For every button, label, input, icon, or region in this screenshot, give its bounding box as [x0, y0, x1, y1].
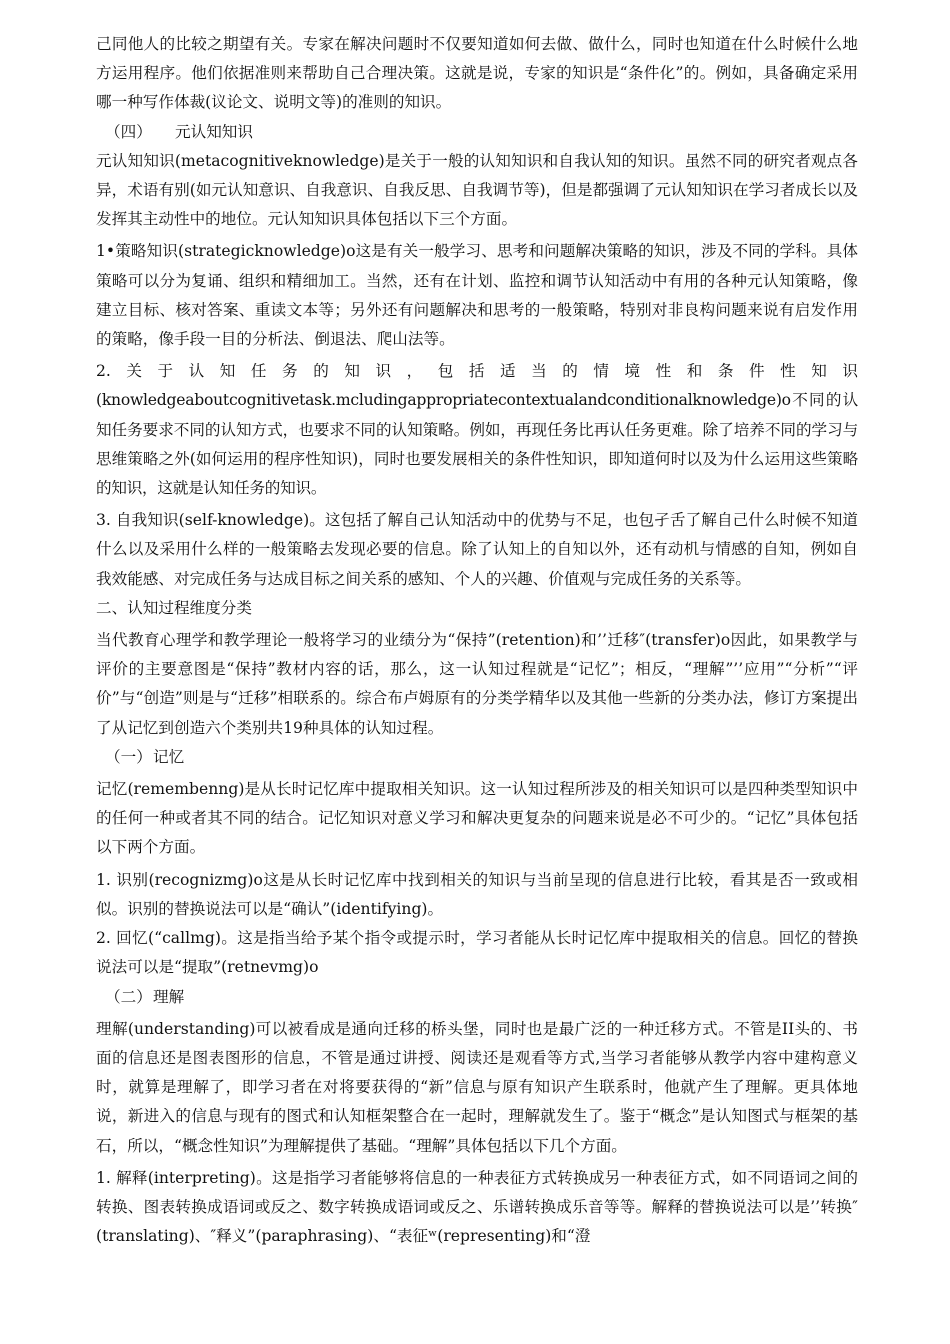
paragraph-remember-intro: 记忆(remembenng)是从长时记忆库中提取相关知识。这一认知过程所涉及的相关知识可以是四种类型知识中的任何一种或者其不同的结合。记忆知识对意义学习和解决更复杂的问题来说是必不可少的。“记忆”具体包括以下两个方面。 — [96, 780, 858, 857]
paragraph-interpreting: 1. 解释(interpreting)。这是指学习者能够将信息的一种表征方式转换成另一种表征方式，如不同语词之间的转换、图表转换成语词或反之、数字转换成语词或反之、乐谱转换成乐音等等。解释的替换说法可以是’’转换″(translating)、″释义”(paraphrasing)、“表征ʷ(representing)和“澄 — [96, 1168, 858, 1246]
paragraph-metacognitive-intro: 元认知知识(metacognitiveknowledge)是关于一般的认知知识和自我认知的知识。虽然不同的研究者观点各异，术语有别(如元认知意识、自我意识、自我反思、自我调节等)，但是都强调了元认知知识在学习者成长以及发挥其主动性中的地位。元认知知识具体包括以下三个方面。 — [96, 151, 858, 229]
heading-number: （一） — [105, 747, 152, 766]
heading-understand — [96, 983, 858, 1012]
paragraph-expert-knowledge: 己同他人的比较之期望有关。专家在解决问题时不仅要知道如何去做、做什么，同时也知道在什么时候什么地方运用程序。他们依据准则来帮助自己合理决策。这就是说，专家的知识是“条件化”的。例如，具备确定采用哪一种写作体裁(议论文、说明文等)的准则的知识。 — [96, 35, 858, 112]
paragraph-recognizing: 1. 识别(recognizmg)o这是从长时记忆库中找到相关的知识与当前呈现的信息进行比较，看其是否一致或相似。识别的替换说法可以是“确认”(identifying)。 — [96, 870, 858, 918]
heading-number: （四） — [105, 122, 152, 141]
section-heading-cognitive-process: 二、认知过程维度分类 — [96, 598, 252, 617]
paragraph-self-knowledge: 3. 自我知识(self-knowledge)。这包括了解自己认知活动中的优势与不足，也包孑舌了解自己什么时候不知道什么以及采用什么样的一般策略去发现必要的信息。除了认知上的自知以外，还有动机与情感的自知，例如自我效能感、对完成任务与达成目标之间关系的感知、个人的兴趣、价值观与完成任务的关系等。 — [96, 511, 858, 588]
document-page — [96, 30, 858, 1251]
paragraph-understand-intro: 理解(understanding)可以被看成是通向迁移的桥头堡，同时也是最广泛的一种迁移方式。不管是II头的、书面的信息还是图表图形的信息，不管是通过讲授、阅读还是观看等方式,当学习者能够从教学内容中建构意义时，就算是理解了，即学习者在对将要获得的“新”信息与原有知识产生联系时，他就产生了理解。更具体地说，新进入的信息与现有的图式和认知框架整合在一起时，理解就发生了。鉴于“概念”是认知图式与框架的基石，所以，“概念性知识”为理解提供了基础。“理解”具体包括以下几个方面。 — [96, 1019, 858, 1155]
heading-text: 记忆 — [153, 747, 185, 766]
heading-metacognitive — [96, 118, 858, 147]
heading-text: 理解 — [153, 987, 185, 1006]
paragraph-cognitive-task-body: (knowledgeaboutcognitivetask.mcludingappropriatecontextualandconditionalknowledge)o不同的认知任务要求不同的认知方式，也要求不同的认知策略。例如，再现任务比再认任务更难。除了培养不同的学习与思维策略之外(如何运用的程序性知识)，同时也要发展相关的条件性知识，即知道何时以及为什么运用这些策略的知识，这就是认知任务的知识。 — [96, 391, 858, 498]
paragraph-cognitive-task-title: 2.关于认知任务的知识，包括适当的情境性和条件性知识 — [96, 362, 858, 381]
paragraph-strategic-knowledge: 1•策略知识(strategicknowledge)o这是有关一般学习、思考和问题解决策略的知识，涉及不同的学科。具体策略可以分为复诵、组织和精细加工。当然，还有在计划、监控和调节认知活动中有用的各种元认知策略，像建立目标、核对答案、重读文本等；另外还有问题解决和思考的一般策略，特别对非良构问题来说有启发作用的策略，像手段一目的分析法、倒退法、爬山法等。 — [96, 242, 858, 349]
paragraph-retention-transfer: 当代教育心理学和教学理论一般将学习的业绩分为“保持”(retention)和’’迁移″(transfer)o因此，如果教学与评价的主要意图是“保持”教材内容的话，那么，这一认知过程就是“记忆”；相反，“理解”’’应用”“分析”“评价”与“创造”则是与“迁移”相联系的。综合布卢姆原有的分类学精华以及其他一些新的分类办法，修订方案提出了从记忆到创造六个类别共19种具体的认知过程。 — [96, 631, 858, 737]
heading-remember — [96, 743, 858, 772]
paragraph-recalling: 2. 回忆(“callmg)。这是指当给予某个指令或提示时，学习者能从长时记忆库中提取相关的信息。回忆的替换说法可以是“提取”(retnevmg)o — [96, 929, 858, 977]
heading-number: （二） — [105, 987, 152, 1006]
heading-text: 元认知知识 — [175, 122, 253, 141]
